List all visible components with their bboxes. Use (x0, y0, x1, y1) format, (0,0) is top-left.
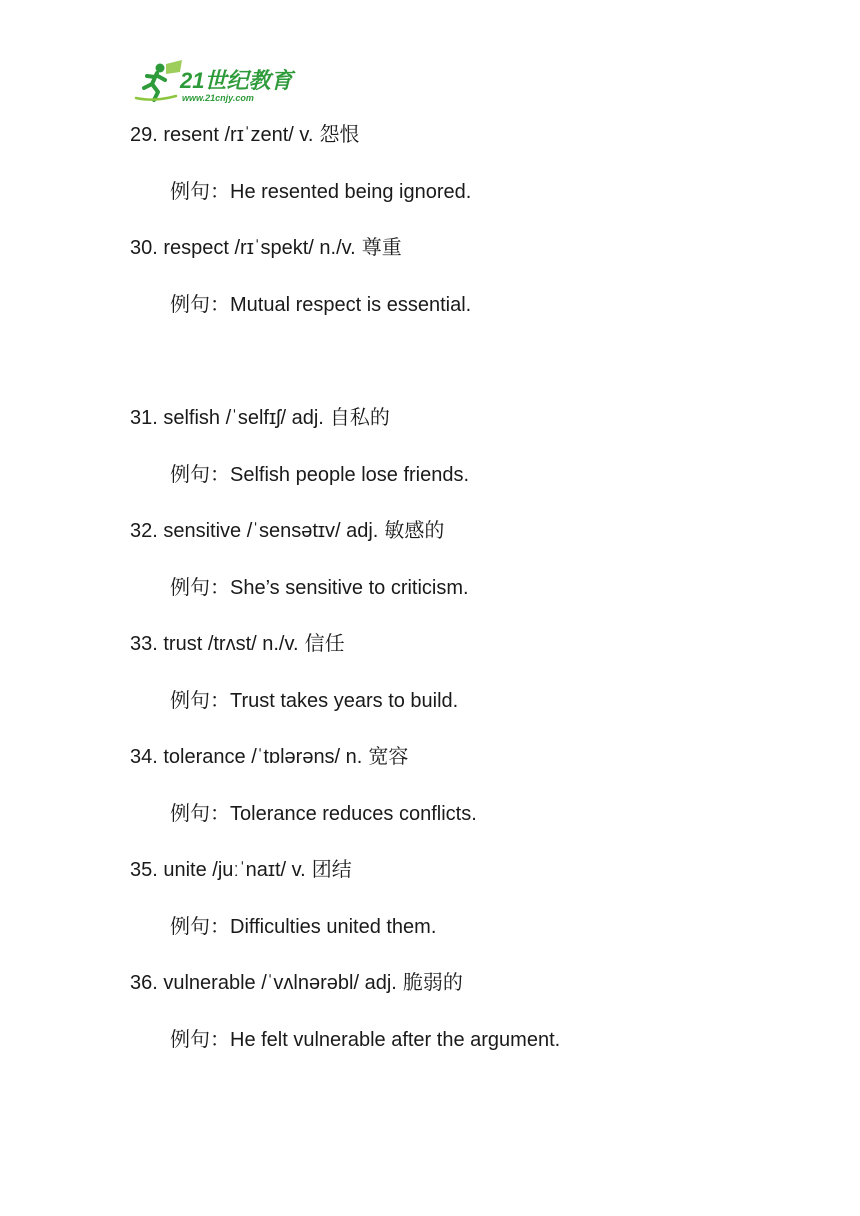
entry-headword (130, 514, 810, 571)
meaning-text: 信任 (304, 633, 345, 655)
entry-example: 例句：Trust takes years to build. (170, 690, 459, 712)
entry-example: 例句：He felt vulnerable after the argument. (170, 1029, 561, 1051)
logo-graphic (130, 60, 300, 104)
headword-text: 34. tolerance /ˈtɒlərəns/ n. (130, 746, 363, 768)
entry-example: 例句：He resented being ignored. (170, 181, 472, 203)
entry-headword (130, 966, 810, 1023)
headword-text: 33. trust /trʌst/ n./v. (130, 633, 299, 655)
meaning-text: 自私的 (329, 407, 390, 429)
entry-example: 例句：Difficulties united them. (170, 916, 437, 938)
headword-text: 32. sensitive /ˈsensətɪv/ adj. (130, 520, 379, 542)
logo-brand-text: 21世纪教育 (180, 68, 293, 93)
logo (130, 60, 300, 104)
entry-example: 例句：She’s sensitive to criticism. (170, 577, 469, 599)
headword-text: 29. resent /rɪˈzent/ v. (130, 124, 314, 146)
entry-headword (130, 740, 810, 797)
headword-text: 31. selfish /ˈselfɪʃ/ adj. (130, 407, 324, 429)
meaning-text: 尊重 (361, 237, 402, 259)
entry-headword (130, 231, 810, 288)
entry-headword (130, 118, 810, 175)
meaning-text: 敏感的 (384, 520, 445, 542)
entry-example: 例句：Selfish people lose friends. (170, 464, 470, 486)
meaning-text: 团结 (311, 859, 352, 881)
headword-text: 36. vulnerable /ˈvʌlnərəbl/ adj. (130, 972, 397, 994)
blank-line (130, 344, 810, 401)
logo-url-text: www.21cnjy.com (182, 93, 254, 103)
meaning-text: 脆弱的 (402, 972, 463, 994)
entry-example: 例句：Mutual respect is essential. (170, 294, 472, 316)
entry-headword (130, 627, 810, 684)
entry-headword (130, 401, 810, 458)
headword-text: 30. respect /rɪˈspekt/ n./v. (130, 237, 356, 259)
vocabulary-list (130, 118, 810, 1079)
entry-headword (130, 853, 810, 910)
meaning-text: 怨恨 (319, 124, 360, 146)
runner-icon (136, 60, 182, 100)
entry-example: 例句：Tolerance reduces conflicts. (170, 803, 477, 825)
headword-text: 35. unite /juːˈnaɪt/ v. (130, 859, 306, 881)
meaning-text: 宽容 (368, 746, 409, 768)
